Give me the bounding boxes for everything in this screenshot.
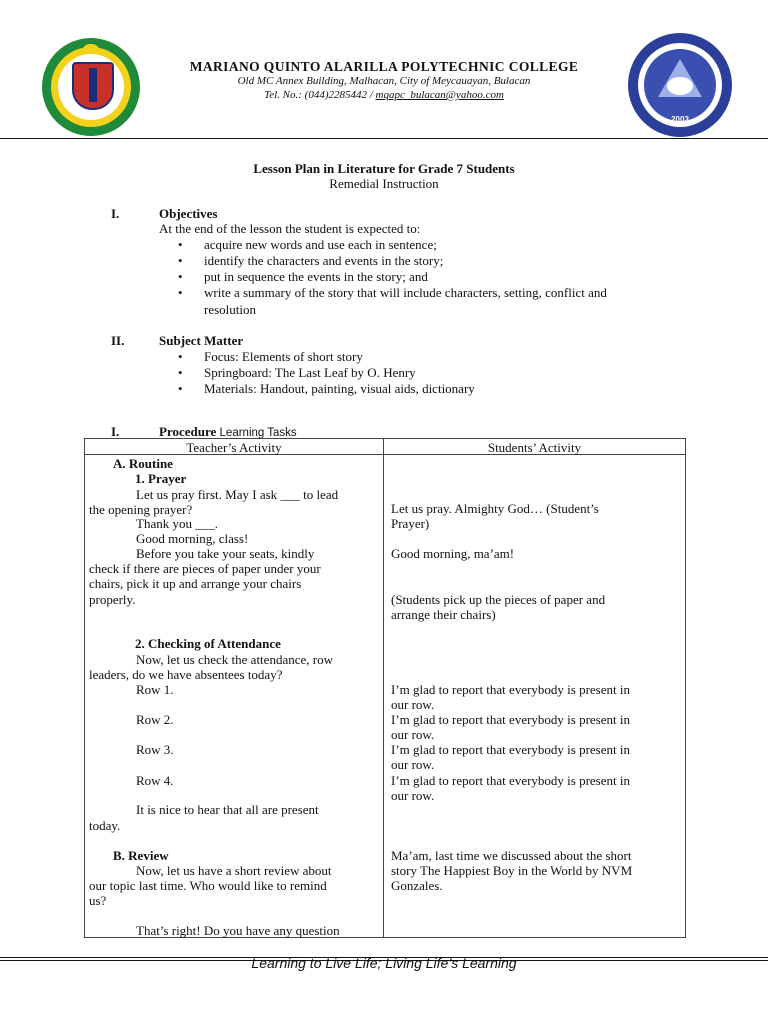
footer-motto: Learning to Live Life; Living Life’s Learning xyxy=(251,955,517,971)
objective-item: write a summary of the story that will include characters, setting, conflict and xyxy=(204,285,607,300)
seal-year: 2003 xyxy=(671,115,689,124)
procedure-number: I. xyxy=(111,424,120,439)
teacher-line: the opening prayer? xyxy=(89,502,193,517)
sun-icon xyxy=(82,44,100,52)
column-header-teacher: Teacher’s Activity xyxy=(186,440,282,455)
student-line: I’m glad to report that everybody is present in xyxy=(391,682,630,697)
objectives-intro: At the end of the lesson the student is expected to: xyxy=(159,221,421,236)
header-divider xyxy=(0,138,768,139)
teacher-line: Let us pray first. May I ask ___ to lead xyxy=(136,487,339,502)
bullet-icon: • xyxy=(178,237,183,252)
subject-matter-heading: Subject Matter xyxy=(159,333,244,348)
shield-icon xyxy=(72,62,114,110)
subject-matter-item: Materials: Handout, painting, visual aids, dictionary xyxy=(204,381,475,396)
objectives-number: I. xyxy=(111,206,120,221)
shield-bar xyxy=(89,68,97,102)
teacher-line: leaders, do we have absentees today? xyxy=(89,667,283,682)
college-contact xyxy=(140,89,628,101)
procedure-table xyxy=(84,438,686,938)
student-line: Prayer) xyxy=(391,516,430,531)
objective-item: put in sequence the events in the story; and xyxy=(204,269,428,284)
student-line: our row. xyxy=(391,788,435,803)
objective-item-continued: resolution xyxy=(204,302,256,317)
teacher-line: Now, let us have a short review about xyxy=(136,863,332,878)
student-line: I’m glad to report that everybody is present in xyxy=(391,712,630,727)
bullet-icon: • xyxy=(178,253,183,268)
teacher-line: properly. xyxy=(89,592,136,607)
column-divider xyxy=(383,439,384,937)
teacher-line: Now, let us check the attendance, row xyxy=(136,652,333,667)
bullet-icon: • xyxy=(178,365,183,380)
telephone-number: Tel. No.: (044)2285442 / xyxy=(264,89,376,101)
subject-matter-item: Focus: Elements of short story xyxy=(204,349,363,364)
student-line: our row. xyxy=(391,697,435,712)
teacher-line: Thank you ___. xyxy=(136,516,218,531)
teacher-line: Row 3. xyxy=(136,742,174,757)
teacher-line: Row 1. xyxy=(136,682,174,697)
subject-matter-item: Springboard: The Last Leaf by O. Henry xyxy=(204,365,416,380)
procedure-title: Procedure xyxy=(159,424,217,439)
teacher-line: Row 2. xyxy=(136,712,174,727)
teacher-line: today. xyxy=(89,818,121,833)
student-line: I’m glad to report that everybody is present in xyxy=(391,773,630,788)
bullet-icon: • xyxy=(178,269,183,284)
gear-emblem-icon xyxy=(667,77,693,95)
student-line: our row. xyxy=(391,727,435,742)
bullet-icon: • xyxy=(178,381,183,396)
right-college-seal-icon xyxy=(628,33,732,137)
teacher-line: us? xyxy=(89,893,107,908)
lesson-plan-subtitle: Remedial Instruction xyxy=(329,176,439,191)
student-line: (Students pick up the pieces of paper and xyxy=(391,592,606,607)
attendance-heading: 2. Checking of Attendance xyxy=(135,636,281,651)
student-line: Gonzales. xyxy=(391,878,443,893)
objective-item: acquire new words and use each in sentence; xyxy=(204,237,437,252)
teacher-line: Good morning, class! xyxy=(136,531,249,546)
student-line: Ma’am, last time we discussed about the short xyxy=(391,848,632,863)
teacher-line: Row 4. xyxy=(136,773,174,788)
student-line: our row. xyxy=(391,757,435,772)
left-college-seal-icon xyxy=(42,38,140,136)
student-line: I’m glad to report that everybody is present in xyxy=(391,742,630,757)
college-name: MARIANO QUINTO ALARILLA POLYTECHNIC COLLEGE xyxy=(189,59,579,74)
review-heading: B. Review xyxy=(113,848,169,863)
objectives-heading: Objectives xyxy=(159,206,218,221)
student-line: arrange their chairs) xyxy=(391,607,496,622)
procedure-subtitle: Learning Tasks xyxy=(219,427,297,439)
bullet-icon: • xyxy=(178,285,183,300)
subject-matter-number: II. xyxy=(111,333,125,348)
teacher-line: check if there are pieces of paper under your xyxy=(89,561,321,576)
student-line: Let us pray. Almighty God… (Student’s xyxy=(391,501,599,516)
college-address: Old MC Annex Building, Malhacan, City of Meycauayan, Bulacan xyxy=(237,75,531,87)
lesson-plan-title: Lesson Plan in Literature for Grade 7 Students xyxy=(253,161,515,176)
teacher-line: That’s right! Do you have any question xyxy=(136,923,340,938)
prayer-heading: 1. Prayer xyxy=(135,471,187,486)
email-link[interactable]: mqapc_bulacan@yahoo.com xyxy=(375,89,504,101)
routine-heading: A. Routine xyxy=(113,456,173,471)
column-header-students: Students’ Activity xyxy=(487,440,582,455)
bullet-icon: • xyxy=(178,349,183,364)
teacher-line: It is nice to hear that all are present xyxy=(136,802,319,817)
teacher-line: Before you take your seats, kindly xyxy=(136,546,315,561)
student-line: story The Happiest Boy in the World by NVM xyxy=(391,863,633,878)
teacher-line: our topic last time. Who would like to remind xyxy=(89,878,327,893)
student-line: Good morning, ma’am! xyxy=(391,546,515,561)
objective-item: identify the characters and events in the story; xyxy=(204,253,444,268)
teacher-line: chairs, pick it up and arrange your chairs xyxy=(89,576,302,591)
